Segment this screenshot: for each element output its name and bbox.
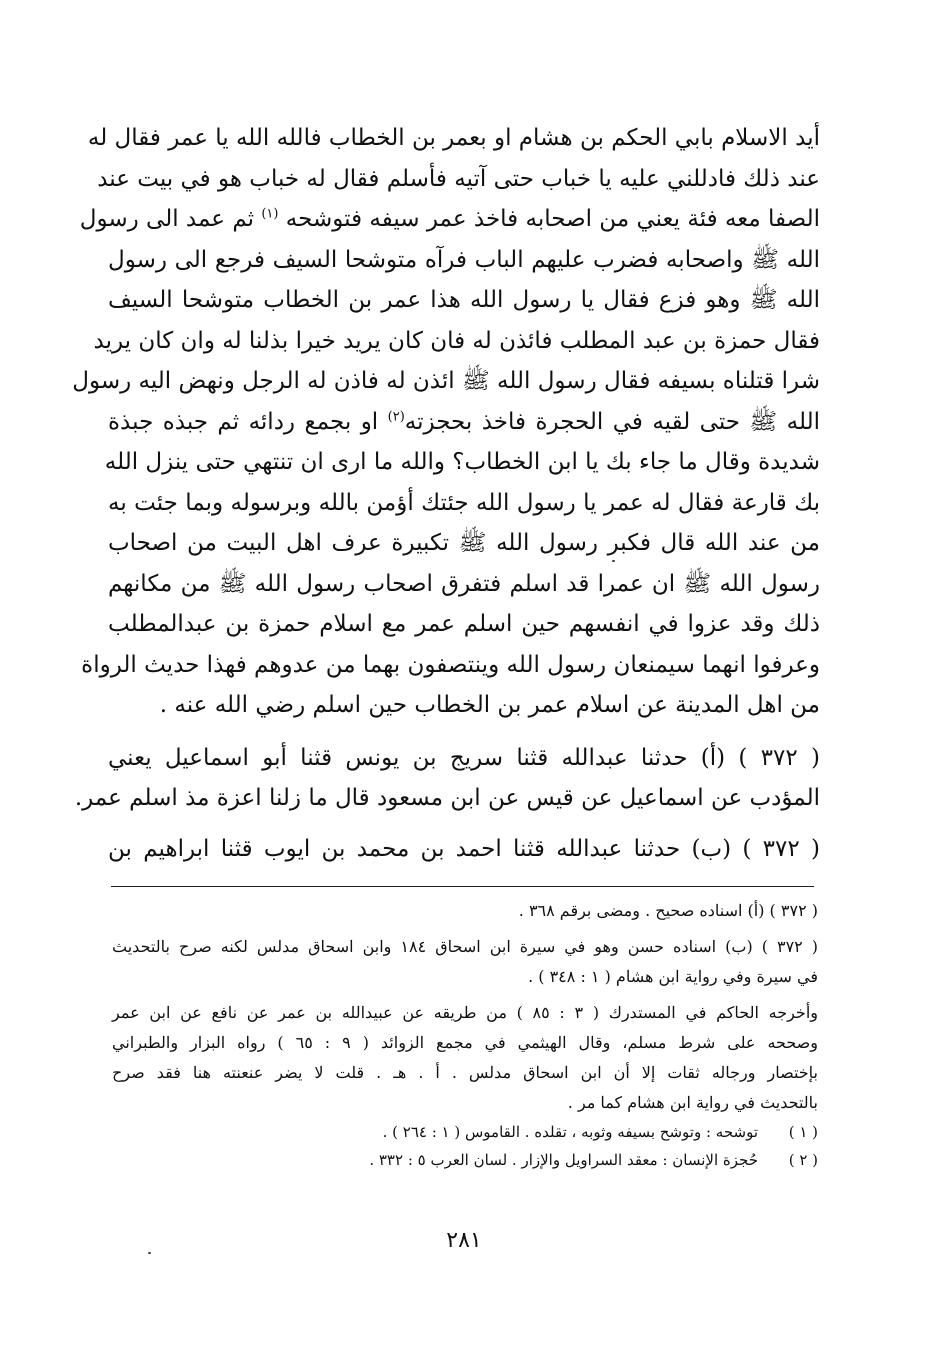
text-line (79, 199, 820, 240)
text-line: الله ﷺ وهو فزع فقال يا رسول الله هذا عمر بن الخطاب متوشحا السيف (108, 287, 820, 313)
paragraph-hadith-372b (108, 829, 820, 870)
text-line: شديدة وقال ما جاء بك يا ابن الخطاب؟ والله ما ارى ان تنتهي حتى ينزل الله (104, 449, 820, 475)
text-line: ذلك وقد عزوا في انفسهم حين اسلم عمر مع اسلام حمزة بن عبدالمطلب (108, 611, 820, 637)
paragraph-1 (72, 118, 820, 726)
footnote-line: بإختصار ورجاله ثقات إلا أن ابن اسحاق مدلس . أ . هـ . قلت لا يضر عنعنته هنا فقد صرح (112, 1063, 819, 1082)
footnote-line: ( ٣٧٢ ) (أ) اسناده صحيح . ومضى برقم ٣٦٨ . (518, 901, 818, 920)
footnote-372a (112, 896, 818, 926)
gloss-number: ( ١ ) (788, 1123, 818, 1141)
text-line-start: الصفا معه فئة يعني من اصحابه فاخذ عمر سيفه فتوشحه (285, 206, 820, 232)
gloss-note-2 (112, 1146, 818, 1174)
scan-speck (148, 1252, 151, 1254)
text-line: ( ٣٧٢ ) (ب) حدثنا عبدالله قثنا احمد بن محمد بن ايوب قثنا ابراهيم بن (108, 835, 820, 862)
text-line-end: ثم عمد الى رسول (79, 206, 255, 232)
text-line: عند ذلك فادللني عليه يا خباب حتى آتيه فأسلم فقال له خباب هو في بيت عند (97, 165, 820, 192)
footnote-372b (112, 932, 818, 992)
footnote-ref: (٢) (387, 408, 405, 424)
gloss-text: حُجزة الإنسان : معقد السراويل والإزار . لسان العرب ٥ : ٣٣٢ . (369, 1151, 758, 1169)
gloss-text: توشحه : وتوشح بسيفه وثوبه ، تقلده . القاموس ( ١ : ٢٦٤ ) . (382, 1123, 758, 1141)
footnote-ref: (١) (261, 206, 279, 222)
text-line: ( ٣٧٢ ) (أ) حدثنا عبدالله قثنا سريج بن يونس قثنا أبو اسماعيل يعني (108, 744, 820, 771)
text-line: رسول الله ﷺ ان عمرا قد اسلم فتفرق اصحاب رسول الله ﷺ من مكانهم (108, 570, 820, 597)
footnote-line: وأخرجه الحاكم في المستدرك ( ٣ : ٨٥ ) من طريقه عن عبيدالله بن عمر عن نافع عن ابن عمر (112, 1003, 818, 1022)
footnote-line: وصححه على شرط مسلم، وقال الهيثمي في مجمع الزوائد ( ٩ : ٦٥ ) رواه البزار والطبراني (112, 1033, 818, 1052)
main-text (72, 118, 820, 869)
text-line: فقال حمزة بن عبد المطلب فائذن له فان كان يريد خيرا بذلنا له وان كان يريد (93, 327, 820, 354)
gloss-note-1 (112, 1118, 818, 1146)
footnote-separator (111, 886, 814, 887)
text-line: من اهل المدينة عن اسلام عمر بن الخطاب حين اسلم رضي الله عنه . (159, 692, 820, 718)
text-line: المؤدب عن اسماعيل عن قيس عن ابن مسعود قال ما زلنا اعزة مذ اسلم عمر. (74, 785, 820, 811)
footnote-line: بالتحديث في رواية ابن هشام كما مر . (567, 1093, 818, 1112)
gloss-number: ( ٢ ) (788, 1151, 818, 1169)
text-line: من عند الله قال فكبر رسول الله ﷺ تكبيرة عرف اهل البيت من اصحاب (108, 530, 820, 556)
text-line: شرا قتلناه بسيفه فقال رسول الله ﷺ ائذن له فاذن له الرجل ونهض اليه رسول (72, 368, 820, 394)
footnote-372b-continued (112, 998, 818, 1118)
page-number: ٢٨١ (446, 1228, 482, 1253)
text-line: وعرفوا انهما سيمنعان رسول الله وينتصفون بهما من عدوهم فهذا حديث الرواة (81, 651, 820, 678)
scan-speck (612, 560, 615, 562)
paragraph-hadith-372a (74, 738, 820, 819)
text-line: أيد الاسلام بابي الحكم بن هشام او بعمر بن الخطاب فالله الله يا عمر فقال له (87, 125, 820, 151)
text-line-start: الله ﷺ حتى لقيه في الحجرة فاخذ بحجزته (404, 408, 820, 435)
text-line: بك قارعة فقال له عمر يا رسول الله جئتك أؤمن بالله وبرسوله وبما جئت به (108, 489, 820, 516)
text-line (108, 402, 820, 443)
footnote-line: في سيرة وفي رواية ابن هشام ( ١ : ٣٤٨ ) . (528, 967, 818, 986)
text-line: الله ﷺ واصحابه فضرب عليهم الباب فرآه متوشحا السيف فرجع الى رسول (108, 246, 820, 273)
footnote-line: ( ٣٧٢ ) (ب) اسناده حسن وهو في سيرة ابن اسحاق ١٨٤ وابن اسحاق مدلس لكنه صرح بالتحديث (112, 937, 819, 956)
footnotes (112, 896, 818, 1174)
text-line-end: او بجمع ردائه ثم جبذه جبذة (108, 408, 379, 435)
